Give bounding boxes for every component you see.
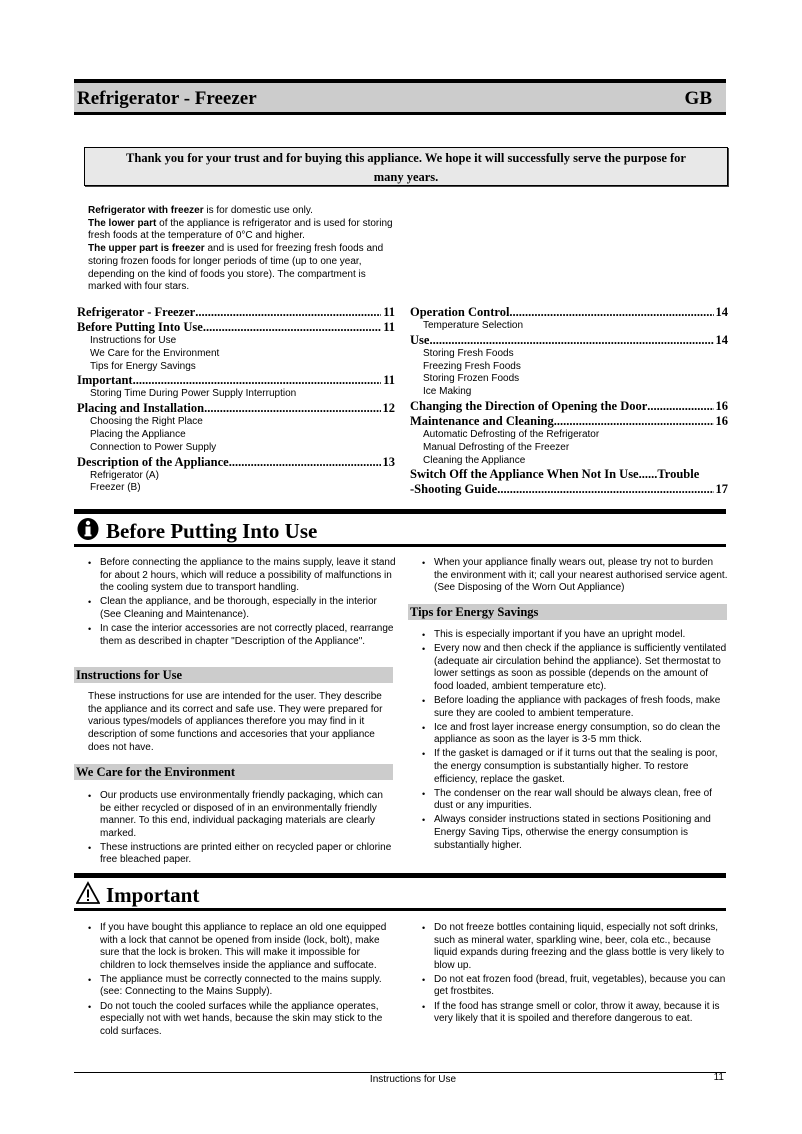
intro-bold-1: Refrigerator with freezer — [88, 205, 204, 216]
footer-title: Instructions for Use — [369, 1074, 457, 1085]
page-number: 11 — [713, 1072, 724, 1083]
thank-you-line-2: many years. — [373, 170, 439, 184]
toc-subentry[interactable]: Refrigerator (A) — [90, 469, 159, 481]
list-item: • In case the interior accessories are not correctly placed, rearrange them as described in chapter "Description of the Appliance". — [76, 623, 396, 648]
toc-subentry[interactable]: Automatic Defrosting of the Refrigerator — [423, 428, 600, 440]
list-item: • Do not eat frozen food (bread, fruit, vegetables), because you can get frostbites. — [410, 974, 728, 999]
toc-entry[interactable] — [77, 305, 395, 320]
toc-entry-title: Maintenance and Cleaning — [410, 413, 554, 428]
toc-page-number: 16 — [715, 398, 728, 413]
intro-para-1 — [88, 205, 398, 218]
toc-subentry[interactable]: Ice Making — [423, 386, 472, 398]
toc-subentry[interactable]: Storing Time During Power Supply Interruption — [90, 388, 297, 400]
toc-page-number: 14 — [715, 305, 728, 319]
toc-subentry[interactable]: Placing the Appliance — [90, 428, 186, 440]
toc-subentry[interactable]: We Care for the Environment — [90, 347, 220, 359]
list-item: • Always consider instructions stated in sections Positioning and Energy Saving Tips, otherwise the energy consumption is substantially higher. — [410, 814, 728, 852]
subheading-energy-savings: Tips for Energy Savings — [408, 604, 727, 620]
toc-page-number: 11 — [383, 305, 395, 319]
toc-leader-dots — [647, 399, 713, 414]
page-title: Refrigerator - Freezer — [77, 88, 257, 109]
section-header-before-use — [74, 509, 726, 547]
intro-text — [88, 205, 398, 294]
intro-para-2 — [88, 218, 398, 243]
list-item: • Every now and then check if the appliance is sufficiently ventilated (adequate air circulation behind the appliance). Set thermostat to lower settings as soon as possible (depends on the amount of food loaded, ambient temperature etc). — [410, 643, 728, 693]
footer-divider — [74, 1072, 726, 1073]
subheading-instructions-for-use: Instructions for Use — [74, 667, 393, 683]
list-item: • If you have bought this appliance to replace an old one equipped with a lock that cannot be opened from inside (lock, bolt), make sure that the lock is broken. This will make it impossible for children to lock themselves inside the appliance and suffocate. — [76, 922, 396, 972]
toc-subentry[interactable]: Freezer (B) — [90, 482, 141, 494]
important-bullets-right — [410, 922, 728, 1027]
intro-para-3 — [88, 243, 398, 294]
toc-entry[interactable] — [410, 399, 728, 414]
list-item: • Our products use environmentally friendly packaging, which can be either recycled or disposed of in an environmentally friendly manner. To this end, individual packaging materials are clearly marked. — [76, 790, 396, 840]
intro-bold-2: The lower part — [88, 217, 157, 229]
toc-subentry[interactable]: Choosing the Right Place — [90, 416, 203, 428]
page-title-bar — [74, 79, 726, 115]
list-item: • Before connecting the appliance to the mains supply, leave it stand for about 2 hours, which will reduce a possibility of malfunctions in the cooling system due to transport handling. — [76, 557, 396, 595]
toc-subentry[interactable]: Storing Fresh Foods — [423, 347, 514, 359]
table-of-contents-left — [77, 305, 395, 495]
section-title: Important — [106, 883, 200, 907]
list-item: • These instructions are printed either on recycled paper or chlorine free bleached paper. — [76, 842, 396, 867]
toc-entry[interactable] — [410, 482, 728, 497]
toc-page-number: 11 — [383, 373, 395, 388]
toc-page-number: 14 — [715, 332, 728, 347]
language-code: GB — [684, 88, 712, 109]
important-bullets-left — [76, 922, 396, 1040]
toc-leader-dots — [195, 305, 381, 320]
toc-entry[interactable] — [410, 414, 728, 429]
toc-subentry[interactable]: Instructions for Use — [90, 335, 177, 346]
intro-bold-3: The upper part is freezer — [88, 243, 205, 255]
toc-leader-dots — [203, 320, 381, 335]
toc-entry-title: Operation Control — [410, 305, 510, 319]
toc-leader-dots — [204, 401, 380, 416]
before-use-bullets-left — [76, 557, 396, 650]
table-of-contents-right — [410, 305, 728, 497]
toc-leader-dots — [509, 305, 713, 320]
toc-page-number: 16 — [715, 413, 728, 428]
list-item: • Before loading the appliance with packages of fresh foods, make sure they are cooled to ambient temperature. — [410, 695, 728, 720]
list-item: • Clean the appliance, and be thorough, especially in the interior (See Cleaning and Maintenance). — [76, 596, 396, 621]
toc-entry-title: Before Putting Into Use — [77, 320, 203, 334]
info-icon — [76, 517, 100, 541]
toc-page-number: 17 — [715, 482, 728, 497]
toc-subentry[interactable]: Cleaning the Appliance — [423, 454, 526, 466]
toc-entry[interactable] — [77, 373, 395, 388]
toc-subentry[interactable]: Temperature Selection — [423, 320, 524, 331]
energy-bullets — [410, 629, 728, 854]
toc-subentry[interactable]: Freezing Fresh Foods — [423, 360, 521, 372]
toc-leader-dots — [429, 333, 713, 348]
list-item: • When your appliance finally wears out, please try not to burden the environment with it; call your nearest authorised service agent. (See Disposing of the Worn Out Appliance) — [410, 557, 728, 595]
toc-subentry[interactable]: Connection to Power Supply — [90, 441, 217, 453]
intro-rest-3: and is used for freezing fresh foods and storing frozen foods for longer periods of time (up to one year, depending on the kind of foods you store). The compartment is marked with four stars. — [88, 243, 384, 293]
section-header-important — [74, 873, 726, 911]
instructions-text: These instructions for use are intended for the user. They describe the appliance and its correct and safe use. They were prepared for various types/models of appliances therefore you may find in it description of some functions and accesories that your appliance does not have. — [88, 691, 383, 753]
list-item: • Do not touch the cooled surfaces while the appliance operates, especially not with wet hands, because the skin may stick to the cold surfaces. — [76, 1001, 396, 1039]
section-title: Before Putting Into Use — [106, 519, 318, 543]
toc-page-number: 11 — [383, 320, 395, 334]
list-item: • This is especially important if you have an upright model. — [410, 629, 728, 642]
toc-leader-dots — [229, 455, 381, 470]
list-item: • The appliance must be correctly connected to the mains supply. (see: Connecting to the Mains Supply). — [76, 974, 396, 999]
toc-entry-title: Refrigerator - Freezer — [77, 305, 196, 319]
list-item: • The condenser on the rear wall should be always clean, free of dust or any impurities. — [410, 788, 728, 813]
toc-page-number: 13 — [382, 454, 395, 469]
list-item: • Do not freeze bottles containing liquid, especially not soft drinks, such as mineral water, sparkling wine, beer, cola etc., because liquid expands during freezing and the glass bottle is very likely to blow up. — [410, 922, 728, 972]
intro-rest-1: is for domestic use only. — [203, 205, 313, 216]
toc-subentry[interactable]: Storing Frozen Foods — [423, 373, 520, 385]
list-item: • Ice and frost layer increase energy consumption, so do clean the appliance as soon as the layer is 3-5 mm thick. — [410, 722, 728, 747]
intro-rest-2: of the appliance is refrigerator and is used for storing fresh foods at the temperature of 0°C and higher. — [88, 217, 393, 242]
toc-entry-title: -Shooting Guide — [410, 482, 498, 497]
toc-leader-dots — [554, 414, 714, 429]
toc-leader-dots — [497, 482, 713, 497]
toc-entry-title: Switch Off the Appliance When Not In Use......Trouble — [410, 467, 700, 482]
toc-entry[interactable] — [410, 305, 728, 320]
toc-subentry[interactable]: Manual Defrosting of the Freezer — [423, 441, 570, 453]
environment-bullets — [76, 790, 396, 869]
toc-entry-title: Description of the Appliance — [77, 454, 229, 469]
thank-you-box — [84, 147, 728, 186]
toc-entry[interactable] — [77, 455, 395, 470]
toc-entry-title: Placing and Installation — [77, 401, 205, 416]
warning-icon — [76, 881, 100, 905]
toc-subentry[interactable]: Tips for Energy Savings — [90, 360, 196, 372]
thank-you-line-1: Thank you for your trust and for buying this appliance. We hope it will successfully serve the purpose for — [126, 151, 686, 165]
list-item: • If the gasket is damaged or if it turns out that the sealing is poor, the energy consumption is substantially higher. To restore efficiency, replace the gasket. — [410, 748, 728, 786]
list-item: • If the food has strange smell or color, throw it away, because it is very likely that it is spoiled and therefore dangerous to eat. — [410, 1001, 728, 1026]
toc-entry[interactable] — [77, 320, 395, 335]
before-use-bullets-right — [410, 557, 728, 596]
toc-entry-title: Use — [410, 332, 430, 347]
toc-entry[interactable] — [410, 467, 728, 482]
toc-entry[interactable] — [410, 333, 728, 348]
toc-entry-title: Changing the Direction of Opening the Door — [410, 398, 648, 413]
toc-entry-title: Important — [77, 373, 133, 388]
toc-leader-dots — [133, 373, 382, 388]
toc-page-number: 12 — [382, 401, 395, 416]
subheading-environment: We Care for the Environment — [74, 764, 393, 780]
toc-entry[interactable] — [77, 401, 395, 416]
